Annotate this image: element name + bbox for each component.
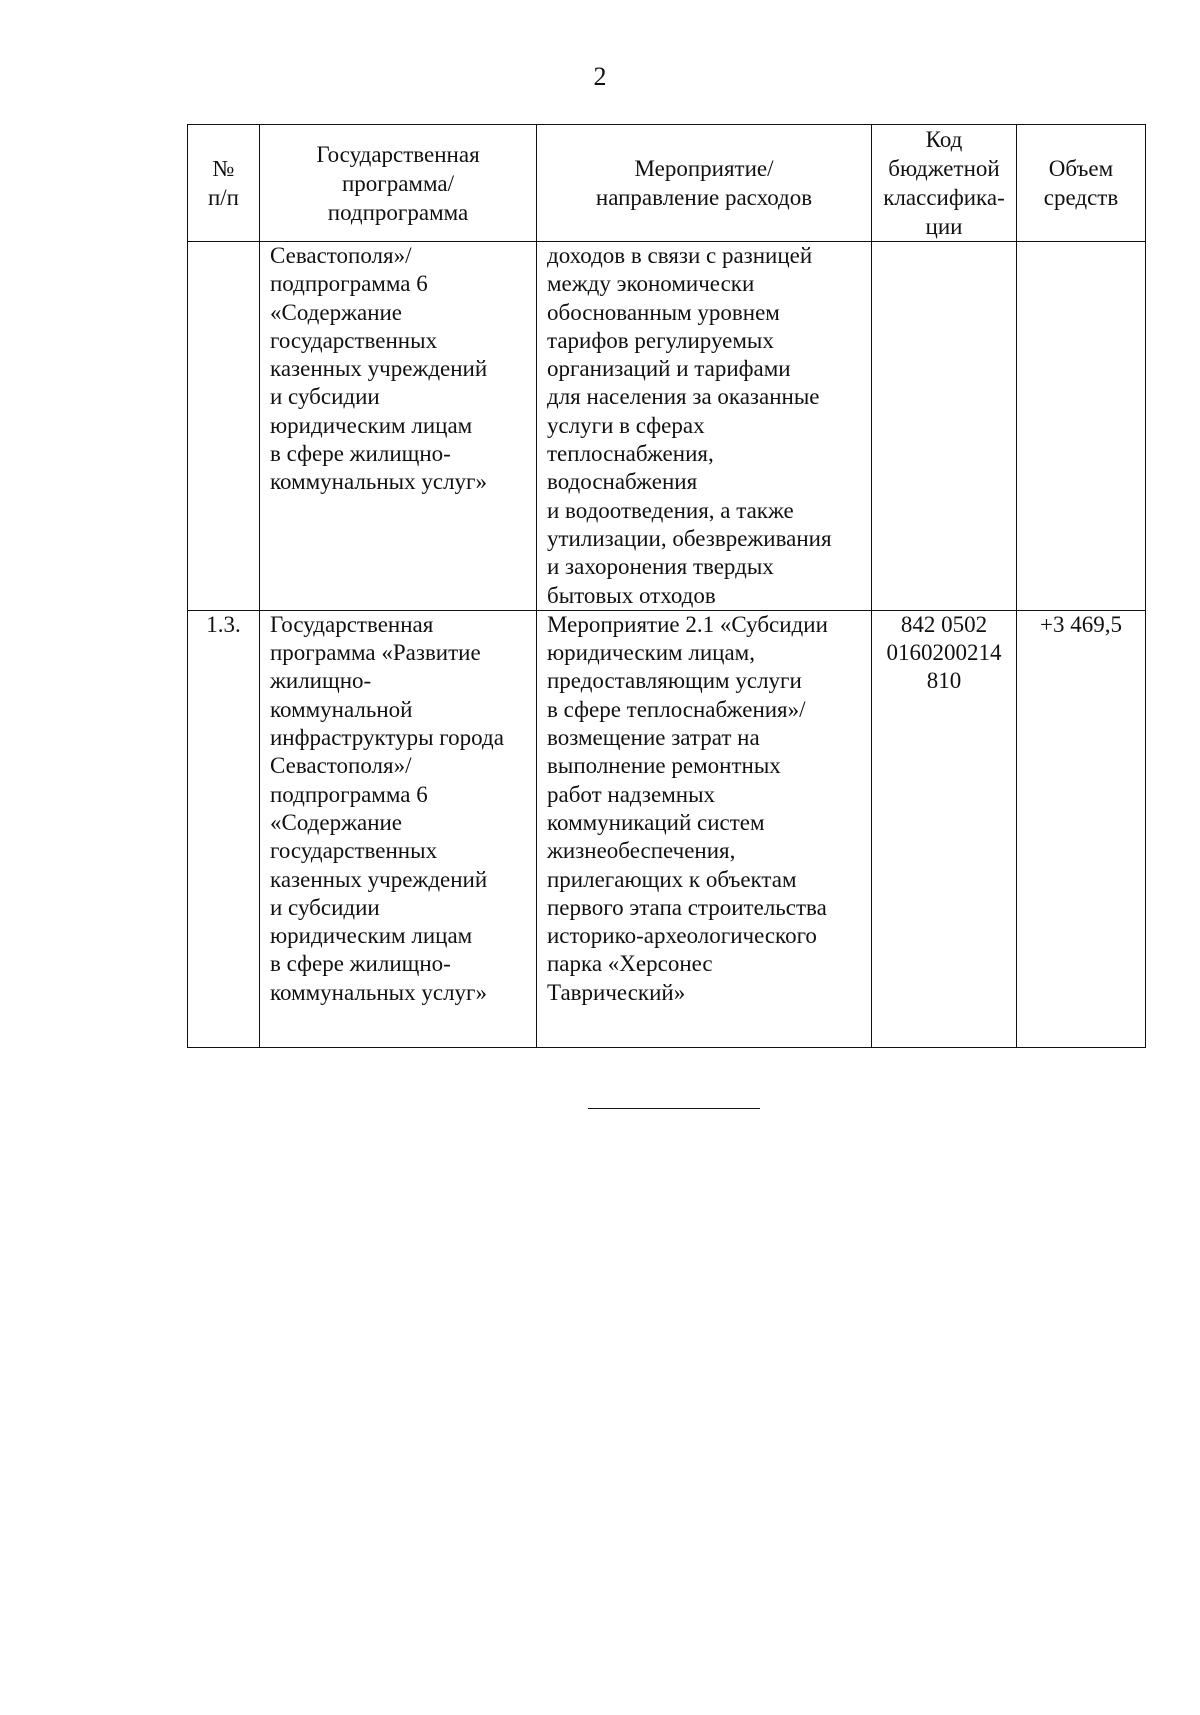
cell-program: Севастополя»/ подпрограмма 6 «Содержание государственных казенных учреждений и субсидии юридическим лицам в сфере жилищно- коммунальных услуг»: [260, 242, 537, 611]
header-event: Мероприятие/ направление расходов: [537, 125, 872, 242]
table-row: [188, 242, 1146, 611]
cell-event: доходов в связи с разницей между экономически обоснованным уровнем тарифов регулируемых организаций и тарифами для населения за оказанные услуги в сферах теплоснабжения, водоснабжения и водоотведения, а также утилизации, обезвреживания и захоронения твердых бытовых отходов: [537, 242, 872, 611]
cell-code: [872, 242, 1017, 611]
header-num: № п/п: [188, 125, 260, 242]
cell-event: Мероприятие 2.1 «Субсидии юридическим лицам, предоставляющим услуги в сфере теплоснабжения»/ возмещение затрат на выполнение ремонтных работ надземных коммуникаций систем жизнеобеспечения, прилегающих к объектам первого этапа строительства историко-археологического парка «Херсонес Таврический»: [537, 610, 872, 1047]
cell-num: 1.3.: [188, 610, 260, 1047]
cell-volume: [1017, 242, 1146, 611]
cell-num: [188, 242, 260, 611]
header-volume: Объем средств: [1017, 125, 1146, 242]
page-number: 2: [593, 62, 607, 91]
cell-volume: +3 469,5: [1017, 610, 1146, 1047]
cell-program: Государственная программа «Развитие жилищно- коммунальной инфраструктуры города Севастополя»/ подпрограмма 6 «Содержание государственных казенных учреждений и субсидии юридическим лицам в сфере жилищно- коммунальных услуг»: [260, 610, 537, 1047]
header-program: Государственная программа/ подпрограмма: [260, 125, 537, 242]
header-code: Код бюджетной классифика- ции: [872, 125, 1017, 242]
budget-table: [187, 124, 1146, 1048]
table-row: [188, 610, 1146, 1047]
cell-code: 842 0502 0160200214 810: [872, 610, 1017, 1047]
end-divider-line: [588, 1108, 760, 1109]
table-header-row: [188, 125, 1146, 242]
